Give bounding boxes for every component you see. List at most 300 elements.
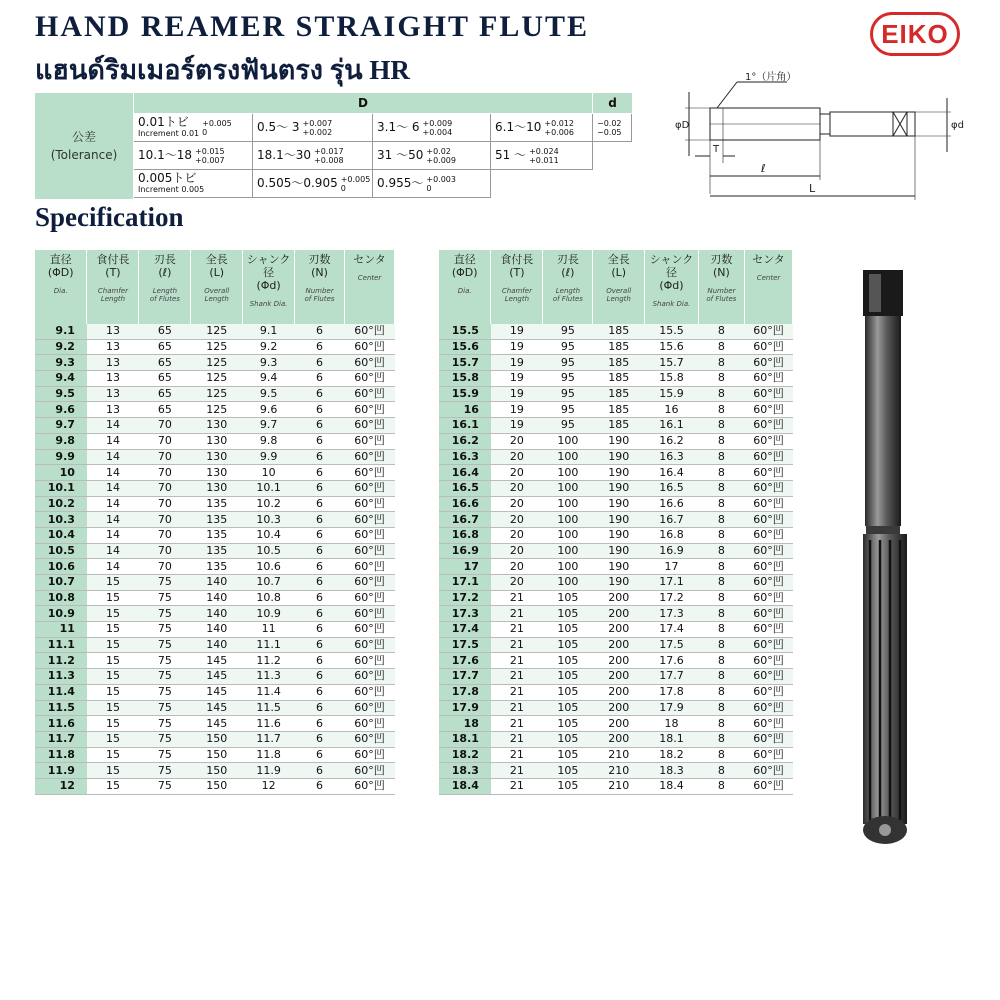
table-cell: 8 xyxy=(698,622,744,638)
table-cell: 65 xyxy=(139,386,191,402)
table-cell: 8 xyxy=(698,778,744,794)
table-cell: 190 xyxy=(593,543,645,559)
table-row xyxy=(35,684,395,700)
table-cell: 60°凹 xyxy=(745,355,793,371)
table-cell: 60°凹 xyxy=(345,590,395,606)
table-cell: 17.6 xyxy=(645,653,699,669)
table-cell: 60°凹 xyxy=(345,527,395,543)
table-cell: 6 xyxy=(295,339,345,355)
diameter-cell: 9.2 xyxy=(35,339,87,355)
table-cell: 16.3 xyxy=(645,449,699,465)
table-cell: 14 xyxy=(87,496,139,512)
table-cell: 11.9 xyxy=(243,763,295,779)
specification-heading: Specification xyxy=(35,202,184,232)
table-cell: 9.8 xyxy=(243,433,295,449)
table-cell: 14 xyxy=(87,465,139,481)
table-cell: 60°凹 xyxy=(745,339,793,355)
tolerance-value: +0.017 +0.008 xyxy=(314,146,344,165)
table-cell: 125 xyxy=(191,386,243,402)
table-cell: 19 xyxy=(491,324,543,339)
table-cell: 15 xyxy=(87,778,139,794)
table-cell: 100 xyxy=(543,496,593,512)
table-cell: 75 xyxy=(139,763,191,779)
table-cell: 11.8 xyxy=(243,747,295,763)
table-cell: 60°凹 xyxy=(345,684,395,700)
diameter-cell: 10.2 xyxy=(35,496,87,512)
table-cell: 60°凹 xyxy=(745,653,793,669)
table-cell: 75 xyxy=(139,684,191,700)
table-cell: 125 xyxy=(191,371,243,387)
table-cell: 60°凹 xyxy=(345,747,395,763)
table-cell: 6 xyxy=(295,622,345,638)
table-cell: 10.4 xyxy=(243,527,295,543)
diameter-cell: 18 xyxy=(439,716,491,732)
table-row xyxy=(439,575,793,591)
table-cell: 17.2 xyxy=(645,590,699,606)
table-cell: 60°凹 xyxy=(345,559,395,575)
diameter-cell: 17.7 xyxy=(439,669,491,685)
table-cell: 10.5 xyxy=(243,543,295,559)
table-cell: 15 xyxy=(87,590,139,606)
table-row xyxy=(35,371,395,387)
tolerance-increment: Increment 0.005 xyxy=(138,184,205,194)
spec-column-header: 刃長 (ℓ) Length of Flutes xyxy=(139,250,191,324)
diameter-cell: 10.5 xyxy=(35,543,87,559)
table-cell: 19 xyxy=(491,339,543,355)
table-cell: 60°凹 xyxy=(745,324,793,339)
table-cell: 200 xyxy=(593,716,645,732)
table-row xyxy=(439,371,793,387)
tolerance-cell xyxy=(373,142,491,170)
table-row xyxy=(439,653,793,669)
table-cell: 13 xyxy=(87,386,139,402)
table-cell: 200 xyxy=(593,653,645,669)
tolerance-cell xyxy=(491,114,593,142)
table-row xyxy=(439,496,793,512)
diameter-cell: 9.3 xyxy=(35,355,87,371)
table-cell: 60°凹 xyxy=(745,449,793,465)
table-cell: 60°凹 xyxy=(345,763,395,779)
table-cell: 17.9 xyxy=(645,700,699,716)
table-row xyxy=(35,324,395,339)
table-cell: 210 xyxy=(593,778,645,794)
tolerance-table xyxy=(35,93,632,199)
table-row xyxy=(439,480,793,496)
table-cell: 95 xyxy=(543,386,593,402)
table-cell: 140 xyxy=(191,637,243,653)
tolerance-range: 0.955〜 xyxy=(377,176,424,190)
table-cell: 100 xyxy=(543,433,593,449)
table-row xyxy=(439,512,793,528)
table-cell: 105 xyxy=(543,606,593,622)
table-cell: 145 xyxy=(191,669,243,685)
diameter-cell: 17.6 xyxy=(439,653,491,669)
table-cell: 60°凹 xyxy=(345,418,395,434)
table-cell: 6 xyxy=(295,371,345,387)
table-cell: 19 xyxy=(491,386,543,402)
table-row xyxy=(35,543,395,559)
table-row xyxy=(35,386,395,402)
table-cell: 135 xyxy=(191,559,243,575)
table-cell: 19 xyxy=(491,402,543,418)
tolerance-cell xyxy=(253,114,373,142)
table-cell: 15 xyxy=(87,716,139,732)
tolerance-value: +0.024 +0.011 xyxy=(529,146,559,165)
table-cell: 75 xyxy=(139,606,191,622)
table-cell: 125 xyxy=(191,355,243,371)
table-cell: 21 xyxy=(491,778,543,794)
table-cell: 130 xyxy=(191,418,243,434)
table-cell: 8 xyxy=(698,731,744,747)
table-cell: 13 xyxy=(87,371,139,387)
table-cell: 15 xyxy=(87,747,139,763)
table-cell: 15 xyxy=(87,731,139,747)
diameter-cell: 16.1 xyxy=(439,418,491,434)
table-row xyxy=(35,778,395,794)
table-cell: 60°凹 xyxy=(345,716,395,732)
table-cell: 145 xyxy=(191,684,243,700)
table-cell: 60°凹 xyxy=(745,512,793,528)
table-cell: 125 xyxy=(191,339,243,355)
table-cell: 105 xyxy=(543,731,593,747)
table-cell: 60°凹 xyxy=(745,527,793,543)
table-cell: 18.2 xyxy=(645,747,699,763)
table-cell: 145 xyxy=(191,716,243,732)
table-cell: 14 xyxy=(87,418,139,434)
diameter-cell: 11.9 xyxy=(35,763,87,779)
table-cell: 6 xyxy=(295,433,345,449)
tolerance-label xyxy=(35,93,133,199)
table-cell: 16.2 xyxy=(645,433,699,449)
table-cell: 95 xyxy=(543,339,593,355)
table-cell: 18.1 xyxy=(645,731,699,747)
diameter-cell: 18.3 xyxy=(439,763,491,779)
table-row xyxy=(35,339,395,355)
table-cell: 20 xyxy=(491,527,543,543)
table-cell: 10.3 xyxy=(243,512,295,528)
table-cell: 8 xyxy=(698,559,744,575)
table-cell: 6 xyxy=(295,778,345,794)
table-cell: 70 xyxy=(139,449,191,465)
table-cell: 150 xyxy=(191,778,243,794)
diameter-cell: 16.7 xyxy=(439,512,491,528)
table-cell: 185 xyxy=(593,371,645,387)
table-cell: 8 xyxy=(698,402,744,418)
table-row xyxy=(439,716,793,732)
diameter-cell: 10.9 xyxy=(35,606,87,622)
table-cell: 75 xyxy=(139,637,191,653)
table-cell: 9.4 xyxy=(243,371,295,387)
table-cell: 15.6 xyxy=(645,339,699,355)
tolerance-range: 31 〜50 xyxy=(377,148,424,162)
table-cell: 14 xyxy=(87,480,139,496)
diameter-cell: 16.6 xyxy=(439,496,491,512)
table-cell: 60°凹 xyxy=(745,433,793,449)
table-cell: 21 xyxy=(491,700,543,716)
table-row xyxy=(35,590,395,606)
table-cell: 60°凹 xyxy=(345,575,395,591)
table-cell: 125 xyxy=(191,402,243,418)
table-cell: 15.9 xyxy=(645,386,699,402)
table-cell: 9.9 xyxy=(243,449,295,465)
diameter-cell: 10.4 xyxy=(35,527,87,543)
diameter-cell: 17.8 xyxy=(439,684,491,700)
table-cell: 9.3 xyxy=(243,355,295,371)
spec-column-header: 全長 (L) Overall Length xyxy=(191,250,243,324)
table-cell: 210 xyxy=(593,763,645,779)
table-cell: 21 xyxy=(491,716,543,732)
table-cell: 105 xyxy=(543,637,593,653)
table-cell: 60°凹 xyxy=(345,653,395,669)
table-cell: 9.5 xyxy=(243,386,295,402)
spec-column-header: 食付長 (T) Chamfer Length xyxy=(87,250,139,324)
tolerance-cell xyxy=(134,170,253,198)
table-cell: 8 xyxy=(698,480,744,496)
table-cell: 9.2 xyxy=(243,339,295,355)
reamer-dimension-drawing xyxy=(675,68,965,208)
table-cell: 140 xyxy=(191,590,243,606)
table-row xyxy=(35,653,395,669)
tolerance-range: 18.1〜30 xyxy=(257,148,311,162)
table-cell: 105 xyxy=(543,590,593,606)
table-cell: 8 xyxy=(698,465,744,481)
table-row xyxy=(35,449,395,465)
table-cell: 11 xyxy=(243,622,295,638)
table-cell: 18.4 xyxy=(645,778,699,794)
eiko-logo: EIKO xyxy=(870,12,960,56)
table-cell: 60°凹 xyxy=(345,355,395,371)
table-cell: 70 xyxy=(139,559,191,575)
table-cell: 6 xyxy=(295,763,345,779)
spec-column-header: 直径 (ΦD) Dia. xyxy=(439,250,491,324)
table-cell: 135 xyxy=(191,527,243,543)
table-cell: 21 xyxy=(491,637,543,653)
table-cell: 6 xyxy=(295,418,345,434)
table-cell: 15 xyxy=(87,700,139,716)
diameter-cell: 15.5 xyxy=(439,324,491,339)
diameter-cell: 11.2 xyxy=(35,653,87,669)
table-row xyxy=(439,527,793,543)
table-cell: 105 xyxy=(543,747,593,763)
table-cell: 6 xyxy=(295,575,345,591)
table-cell: 125 xyxy=(191,324,243,339)
table-cell: 60°凹 xyxy=(345,324,395,339)
tolerance-value: +0.005 0 xyxy=(340,174,371,193)
table-cell: 10.9 xyxy=(243,606,295,622)
diameter-cell: 17.3 xyxy=(439,606,491,622)
diameter-cell: 10.7 xyxy=(35,575,87,591)
table-cell: 16.6 xyxy=(645,496,699,512)
table-cell: 21 xyxy=(491,763,543,779)
table-cell: 17.5 xyxy=(645,637,699,653)
table-cell: 15 xyxy=(87,669,139,685)
drawing-neck xyxy=(820,114,830,134)
table-cell: 20 xyxy=(491,575,543,591)
table-cell: 11.3 xyxy=(243,669,295,685)
table-row xyxy=(439,731,793,747)
table-cell: 60°凹 xyxy=(745,606,793,622)
table-row xyxy=(439,763,793,779)
table-cell: 6 xyxy=(295,496,345,512)
table-cell: 190 xyxy=(593,433,645,449)
table-cell: 60°凹 xyxy=(745,700,793,716)
table-cell: 130 xyxy=(191,433,243,449)
table-cell: 6 xyxy=(295,480,345,496)
diameter-cell: 18.4 xyxy=(439,778,491,794)
table-row xyxy=(35,402,395,418)
table-row xyxy=(35,606,395,622)
drawing-l-label: ℓ xyxy=(761,162,766,175)
table-cell: 20 xyxy=(491,433,543,449)
table-row xyxy=(35,622,395,638)
table-cell: 70 xyxy=(139,496,191,512)
tolerance-cell xyxy=(373,114,491,142)
table-row xyxy=(35,480,395,496)
table-cell: 75 xyxy=(139,653,191,669)
table-cell: 150 xyxy=(191,763,243,779)
table-row xyxy=(439,386,793,402)
table-cell: 150 xyxy=(191,747,243,763)
diameter-cell: 16.4 xyxy=(439,465,491,481)
table-cell: 60°凹 xyxy=(345,402,395,418)
table-row xyxy=(439,747,793,763)
table-cell: 8 xyxy=(698,700,744,716)
table-cell: 60°凹 xyxy=(745,778,793,794)
table-cell: 145 xyxy=(191,653,243,669)
diameter-cell: 17.4 xyxy=(439,622,491,638)
diameter-cell: 15.9 xyxy=(439,386,491,402)
table-cell: 6 xyxy=(295,669,345,685)
table-cell: 190 xyxy=(593,496,645,512)
diameter-cell: 9.7 xyxy=(35,418,87,434)
table-row xyxy=(439,465,793,481)
diameter-cell: 11.5 xyxy=(35,700,87,716)
table-cell: 19 xyxy=(491,355,543,371)
table-cell: 75 xyxy=(139,731,191,747)
diameter-cell: 15.8 xyxy=(439,371,491,387)
table-row xyxy=(439,433,793,449)
table-cell: 200 xyxy=(593,684,645,700)
table-cell: 16 xyxy=(645,402,699,418)
tolerance-value: +0.012 +0.006 xyxy=(544,118,574,137)
diameter-cell: 9.4 xyxy=(35,371,87,387)
diameter-cell: 18.1 xyxy=(439,731,491,747)
diameter-cell: 12 xyxy=(35,778,87,794)
table-cell: 200 xyxy=(593,731,645,747)
table-cell: 8 xyxy=(698,716,744,732)
table-cell: 15 xyxy=(87,622,139,638)
drawing-L-label: L xyxy=(809,182,816,195)
table-cell: 21 xyxy=(491,622,543,638)
table-cell: 60°凹 xyxy=(745,637,793,653)
table-row xyxy=(35,512,395,528)
table-cell: 105 xyxy=(543,684,593,700)
diameter-cell: 10.1 xyxy=(35,480,87,496)
spec-column-header: 刃数 (N) Number of Flutes xyxy=(295,250,345,324)
table-cell: 6 xyxy=(295,402,345,418)
diameter-cell: 11.1 xyxy=(35,637,87,653)
table-cell: 70 xyxy=(139,433,191,449)
table-cell: 6 xyxy=(295,731,345,747)
table-row xyxy=(439,543,793,559)
table-cell: 200 xyxy=(593,622,645,638)
tolerance-cell xyxy=(491,142,593,170)
table-cell: 21 xyxy=(491,606,543,622)
table-cell: 95 xyxy=(543,371,593,387)
table-cell: 145 xyxy=(191,700,243,716)
table-cell: 15 xyxy=(87,653,139,669)
table-cell: 16.7 xyxy=(645,512,699,528)
table-cell: 100 xyxy=(543,527,593,543)
table-cell: 21 xyxy=(491,669,543,685)
table-cell: 60°凹 xyxy=(745,622,793,638)
table-cell: 8 xyxy=(698,386,744,402)
table-cell: 95 xyxy=(543,402,593,418)
diameter-cell: 16.3 xyxy=(439,449,491,465)
table-row xyxy=(439,418,793,434)
table-cell: 60°凹 xyxy=(345,606,395,622)
table-cell: 75 xyxy=(139,778,191,794)
table-row xyxy=(35,763,395,779)
diameter-cell: 9.6 xyxy=(35,402,87,418)
diameter-cell: 9.5 xyxy=(35,386,87,402)
table-row xyxy=(439,339,793,355)
table-cell: 20 xyxy=(491,559,543,575)
table-cell: 20 xyxy=(491,496,543,512)
table-row xyxy=(35,700,395,716)
tolerance-value: +0.015 +0.007 xyxy=(195,146,225,165)
table-cell: 17.3 xyxy=(645,606,699,622)
table-cell: 10.8 xyxy=(243,590,295,606)
table-cell: 200 xyxy=(593,700,645,716)
table-row xyxy=(439,590,793,606)
table-cell: 200 xyxy=(593,606,645,622)
table-cell: 60°凹 xyxy=(345,433,395,449)
table-cell: 11.4 xyxy=(243,684,295,700)
table-row xyxy=(35,433,395,449)
table-cell: 6 xyxy=(295,324,345,339)
table-cell: 130 xyxy=(191,480,243,496)
diameter-cell: 11 xyxy=(35,622,87,638)
table-cell: 105 xyxy=(543,622,593,638)
diameter-cell: 11.3 xyxy=(35,669,87,685)
drawing-phid-label: φd xyxy=(951,120,964,131)
table-cell: 8 xyxy=(698,496,744,512)
table-cell: 17.4 xyxy=(645,622,699,638)
diameter-cell: 10.8 xyxy=(35,590,87,606)
table-cell: 6 xyxy=(295,355,345,371)
spec-column-header: 刃長 (ℓ) Length of Flutes xyxy=(543,250,593,324)
table-cell: 190 xyxy=(593,465,645,481)
tolerance-cell xyxy=(253,142,373,170)
table-cell: 60°凹 xyxy=(745,716,793,732)
table-cell: 190 xyxy=(593,480,645,496)
tolerance-value: +0.009 +0.004 xyxy=(422,118,453,137)
table-cell: 60°凹 xyxy=(745,402,793,418)
table-cell: 17.1 xyxy=(645,575,699,591)
table-cell: 11.1 xyxy=(243,637,295,653)
table-cell: 185 xyxy=(593,339,645,355)
table-cell: 60°凹 xyxy=(345,778,395,794)
table-cell: 14 xyxy=(87,527,139,543)
table-row xyxy=(439,700,793,716)
table-cell: 6 xyxy=(295,559,345,575)
table-row xyxy=(35,418,395,434)
table-cell: 75 xyxy=(139,575,191,591)
table-cell: 19 xyxy=(491,418,543,434)
table-cell: 105 xyxy=(543,700,593,716)
spec-column-header: 直径 (ΦD) Dia. xyxy=(35,250,87,324)
